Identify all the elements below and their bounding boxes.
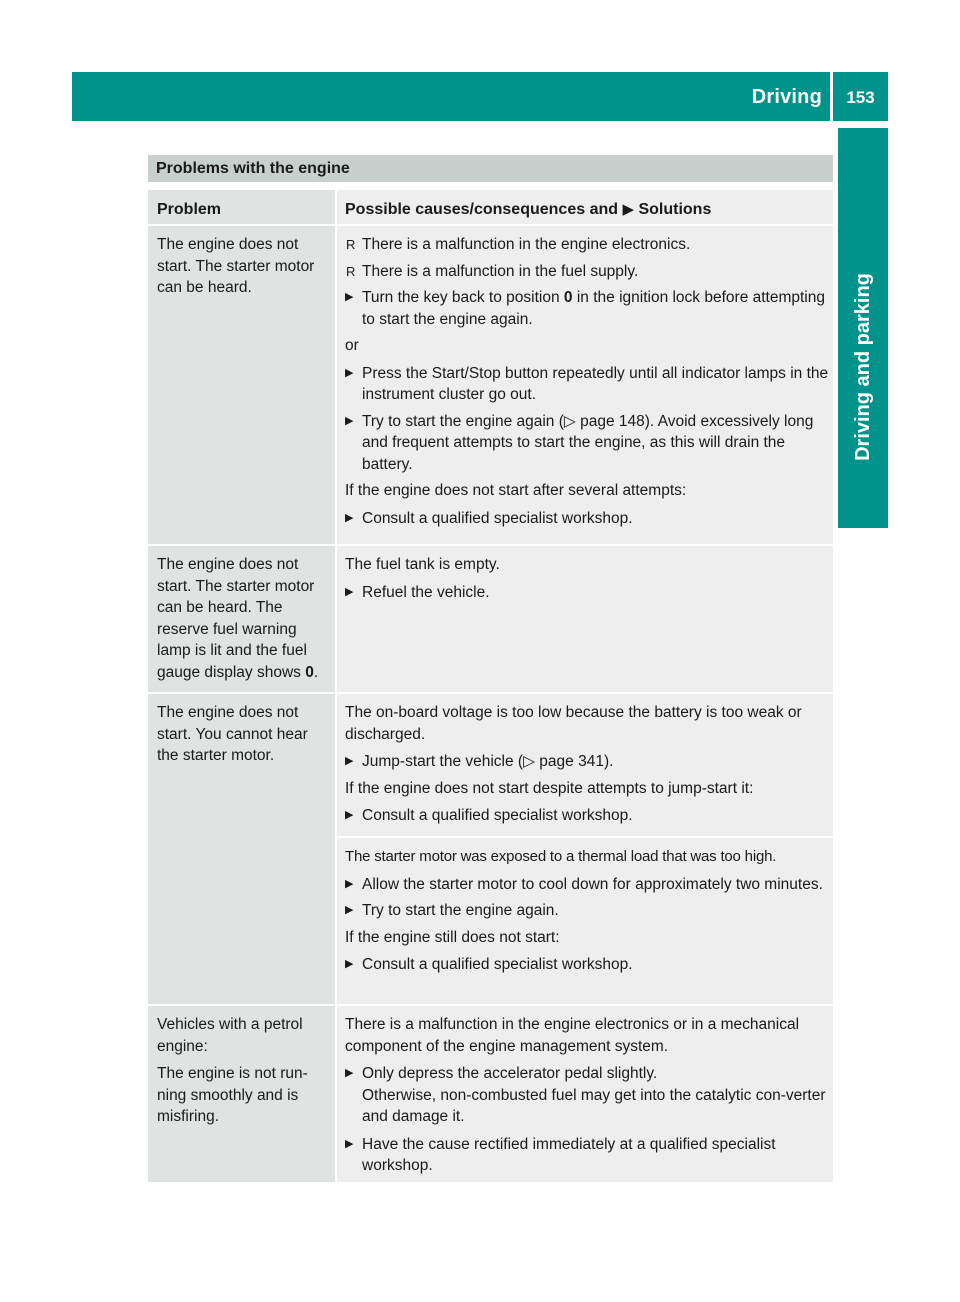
solution-step: Try to start the engine again (▷ page 148). Avoid excessively long and frequent attempts to start the engine, as this will drain the battery. bbox=[362, 412, 814, 473]
arrow-right-icon: ▶ bbox=[345, 1137, 354, 1150]
problem-text: The engine does not start. The starter motor can be heard. bbox=[157, 236, 315, 296]
arrow-right-icon: ▶ bbox=[345, 585, 354, 598]
cause-text: The starter motor was exposed to a thermal load that was too high. bbox=[345, 848, 777, 865]
solution-step: Allow the starter motor to cool down for approximately two minutes. bbox=[362, 875, 823, 893]
arrow-right-icon: ▶ bbox=[345, 809, 354, 821]
condition-text: If the engine still does not start: bbox=[345, 928, 560, 946]
condition-text: If the engine does not start after several attempts: bbox=[345, 482, 687, 499]
arrow-right-icon: ▶ bbox=[622, 201, 635, 218]
arrow-right-icon: ▶ bbox=[345, 904, 354, 916]
condition-text: If the engine does not start despite attempts to jump-start it: bbox=[345, 779, 754, 797]
column-header-solutions-label-b: Solutions bbox=[638, 201, 712, 218]
problem-text-end: . bbox=[313, 663, 319, 681]
arrow-right-icon: ▶ bbox=[345, 291, 354, 303]
table-title: Problems with the engine bbox=[148, 155, 833, 182]
problem-text: The engine does not start. You cannot hear the starter motor. bbox=[157, 704, 308, 764]
column-header-problem-label: Problem bbox=[157, 201, 222, 218]
page-number: 153 bbox=[846, 88, 875, 107]
bullet-icon: R bbox=[346, 237, 356, 252]
problem-text-a: The engine does not start. The starter motor can be heard. The reserve fuel warning lamp is lit and the fuel gauge display shows bbox=[157, 556, 315, 681]
table-row-2-solutions bbox=[337, 546, 833, 692]
solution-step: Only depress the accelerator pedal slightly. bbox=[362, 1065, 658, 1082]
or-text: or bbox=[345, 337, 359, 354]
chapter-tab-label: Driving and parking bbox=[852, 273, 874, 461]
solution-step-cont: in the ignition lock before attempting to start the engine again. bbox=[362, 289, 825, 328]
cause-text: The on-board voltage is too low because the battery is too weak or discharged. bbox=[345, 704, 802, 743]
arrow-right-icon: ▶ bbox=[345, 511, 354, 524]
solution-step: Consult a qualified specialist workshop. bbox=[362, 956, 633, 973]
cause-text: The fuel tank is empty. bbox=[345, 556, 500, 573]
arrow-right-icon: ▶ bbox=[345, 877, 354, 890]
cause-item: There is a malfunction in the fuel supply. bbox=[362, 262, 639, 280]
problem-text: Vehicles with a petrol engine: bbox=[157, 1016, 303, 1055]
table-row-3-problem bbox=[148, 694, 335, 1004]
table-row-2-problem bbox=[148, 546, 335, 692]
table-row-1-solutions bbox=[337, 226, 833, 544]
page-header bbox=[72, 72, 888, 121]
arrow-right-icon: ▶ bbox=[345, 1067, 354, 1079]
table-row-1-problem bbox=[148, 226, 335, 544]
solution-step: Consult a qualified specialist workshop. bbox=[362, 807, 633, 824]
solution-step: Consult a qualified specialist workshop. bbox=[362, 509, 633, 527]
table-row-3-solutions-a bbox=[337, 694, 833, 836]
arrow-right-icon: ▶ bbox=[345, 414, 354, 427]
solution-step: Jump-start the vehicle (▷ page 341). bbox=[362, 753, 614, 770]
section-title: Driving bbox=[751, 86, 822, 108]
cause-text: There is a malfunction in the engine electronics or in a mechanical component of the engine management system. bbox=[345, 1016, 800, 1055]
arrow-right-icon: ▶ bbox=[345, 958, 354, 970]
table-row-3-solutions-b bbox=[337, 838, 833, 1004]
problem-text: The engine is not run-ning smoothly and is misfiring. bbox=[157, 1065, 308, 1125]
column-header-problem bbox=[148, 190, 335, 224]
chapter-marker bbox=[838, 478, 888, 528]
key-position: 0 bbox=[563, 289, 573, 306]
column-header-solutions-label-a: Possible causes/consequences and bbox=[345, 201, 619, 218]
arrow-right-icon: ▶ bbox=[345, 755, 354, 767]
column-header-solutions bbox=[337, 190, 833, 224]
bullet-icon: R bbox=[346, 263, 356, 279]
table-row-4-problem bbox=[148, 1006, 335, 1182]
arrow-right-icon: ▶ bbox=[345, 366, 354, 379]
solution-step: Turn the key back to position bbox=[362, 289, 560, 306]
solution-step: Refuel the vehicle. bbox=[362, 583, 490, 601]
solution-step: Press the Start/Stop button repeatedly until all indicator lamps in the instrument cluster go out. bbox=[362, 364, 829, 403]
solution-note: Otherwise, non-combusted fuel may get into the catalytic con-verter and damage it. bbox=[362, 1086, 826, 1125]
solution-step: Try to start the engine again. bbox=[362, 902, 559, 919]
cause-item: There is a malfunction in the engine electronics. bbox=[362, 236, 691, 253]
solution-step: Have the cause rectified immediately at a qualified specialist workshop. bbox=[362, 1135, 776, 1174]
table-row-4-solutions bbox=[337, 1006, 833, 1182]
problem-text bbox=[157, 554, 331, 683]
gauge-value: 0 bbox=[305, 663, 314, 681]
